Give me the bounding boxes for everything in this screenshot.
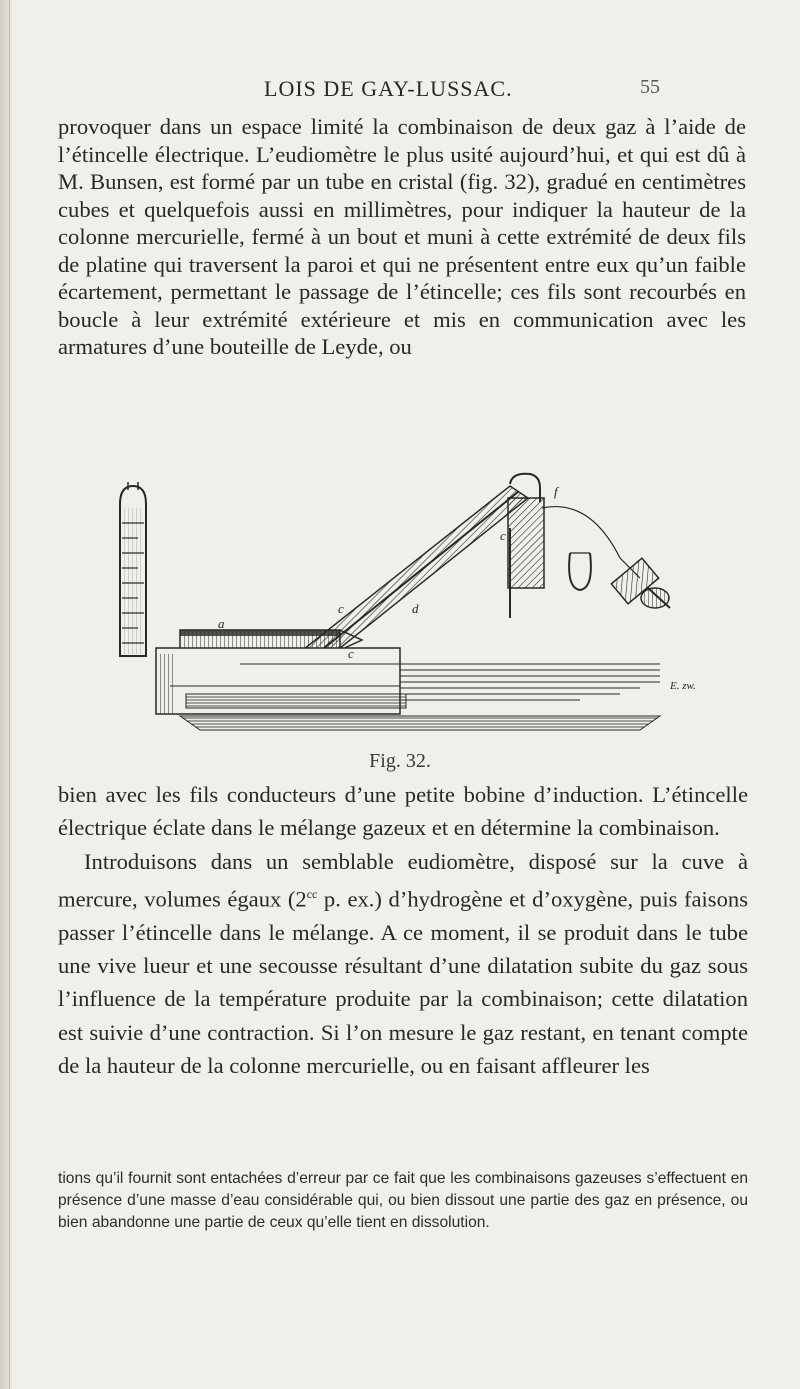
graduated-tube <box>120 482 146 656</box>
stopcock <box>611 558 670 608</box>
body-paragraph-2-start: Introduisons dans un semblable eudiomètre, disposé sur la cuve à mercure, volumes égaux (2 <box>58 848 748 912</box>
page-binding-edge <box>0 0 14 1389</box>
running-title: LOIS DE GAY-LUSSAC. <box>264 76 513 101</box>
figure-eudiometer-illustration <box>100 468 740 738</box>
binding-line <box>9 0 10 1389</box>
figure-label-c-upper: c <box>500 528 506 543</box>
figure-engraver-mark: E. zw. <box>670 680 696 692</box>
figure-caption: Fig. 32. <box>369 750 431 772</box>
body-paragraph-2 <box>58 845 748 1083</box>
unit-superscript: cc <box>306 886 318 901</box>
figure-label-f: f <box>554 484 558 499</box>
paragraph-top <box>58 113 746 361</box>
footnote <box>58 1168 748 1234</box>
figure-label-c-lower: c <box>348 646 354 661</box>
reservoir-jar <box>508 474 640 618</box>
figure-label-c-middle: c <box>338 601 344 616</box>
mercury-trough <box>156 648 660 730</box>
body-paragraph-2-rest: p. ex.) d’hydrogène et d’oxygène, puis faisons passer l’étincelle dans le mélange. A ce moment, il se produit dans le tube une vive lueur et une secousse résultant d’une dilatation subite du gaz sous l’influence de la température produite par la combinaison; cette dilatation est suivie d’une contraction. Si l’on mesure le gaz restant, en tenant compte de la hauteur de la colonne mercurielle, ou en faisant affleurer les <box>58 886 748 1078</box>
page-header <box>0 76 800 106</box>
figure-label-a: a <box>218 616 225 631</box>
figure-label-d: d <box>412 601 419 616</box>
footnote-text: tions qu’il fournit sont entachées d’erreur par ce fait que les combinaisons gazeuses s’effectuent en présence d’une masse d’eau considérable qui, ou bien dissout une partie des gaz en présence, ou bien abandonne une partie de ceux qu’elle tient en dissolution. <box>58 1170 748 1231</box>
paragraph-top-text: provoquer dans un espace limité la combinaison de deux gaz à l’aide de l’étincelle électrique. L’eudiomètre le plus usité aujourd’hui, et qui est dû à M. Bunsen, est formé par un tube en cristal (fig. 32), gradué en centimètres cubes et quelquefois aussi en millimètres, pour indiquer la hauteur de la colonne mercurielle, fermé à un bout et muni à cette extrémité de deux fils de platine qui traversent la paroi et qui ne présentent entre eux qu’un faible écartement, permettant le passage de l’étincelle; ces fils sont recourbés en boucle à leur extrémité extérieure et mis en communication avec les armatures d’une bouteille de Leyde, ou <box>58 114 746 359</box>
body-paragraph-1: bien avec les fils conducteurs d’une petite bobine d’induction. L’étincelle électrique éclate dans le mélange gazeux et en détermine la combinaison. <box>58 782 748 841</box>
page-number: 55 <box>640 76 660 98</box>
body-text <box>58 778 748 1082</box>
